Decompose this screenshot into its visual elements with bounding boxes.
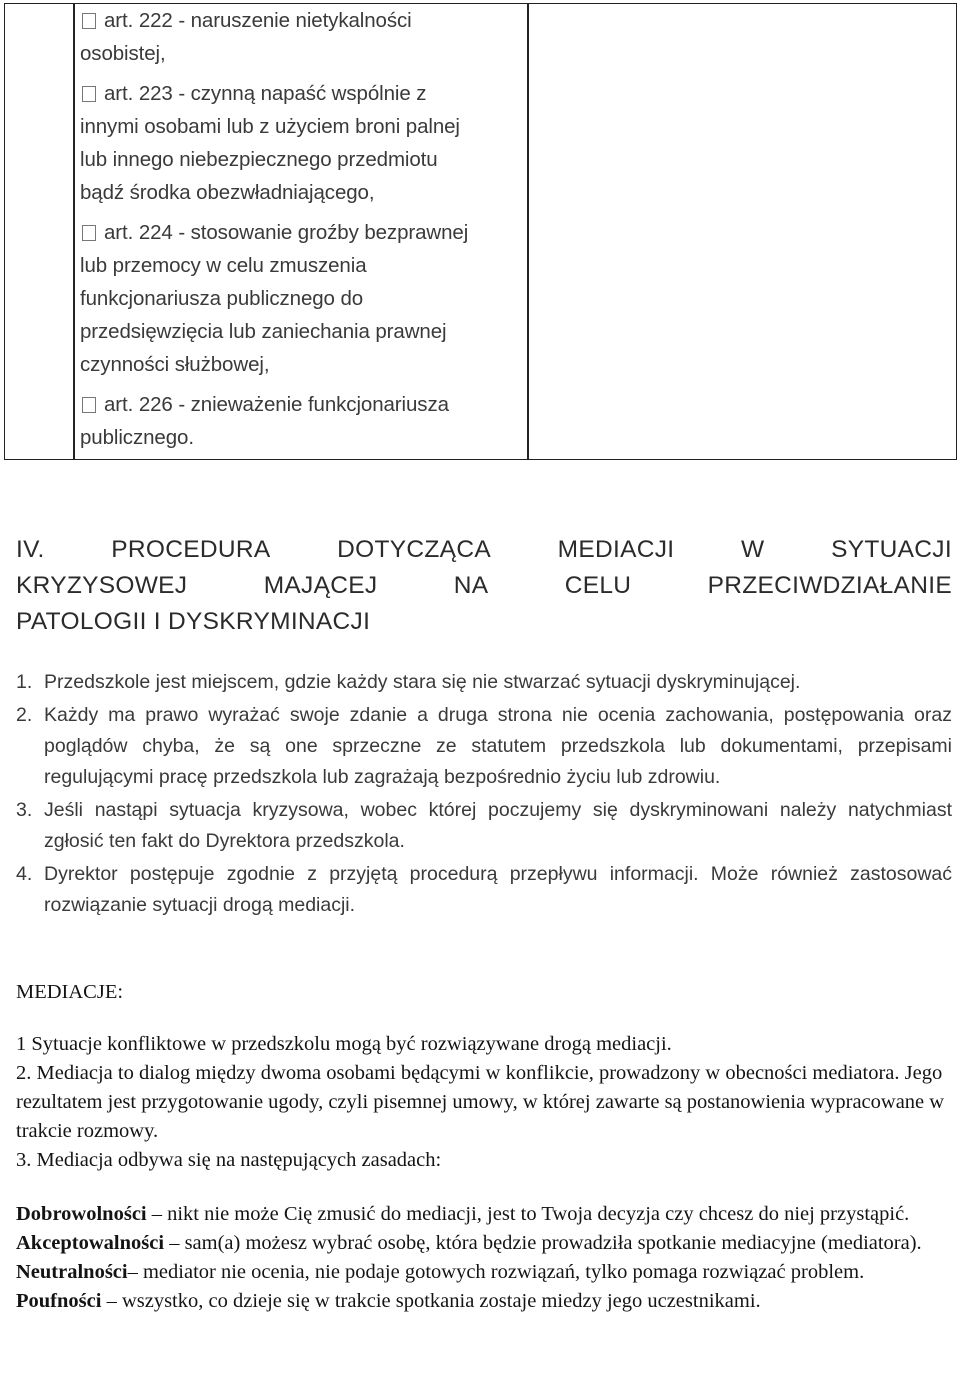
principle-desc: – sam(a) możesz wybrać osobę, która będzie prowadziła spotkanie mediacyjne (mediatora). [164,1232,922,1254]
heading-word: W [741,536,765,563]
bullet-continuation: publicznego. [80,426,194,449]
list-item [80,216,520,381]
item-number: 4. [16,863,33,885]
item-number: 1. [16,671,33,693]
bullet-first-line: art. 224 - stosowanie groźby bezprawnej [104,221,469,244]
list-item [16,859,952,921]
list-item [16,667,952,698]
item-text: Dyrektor postępuje zgodnie z przyjętą procedurą przepływu informacji. Może również zastosować rozwiązanie sytuacji drogą mediacji. [44,863,952,916]
principle-item [16,1287,946,1316]
article-list [80,4,520,454]
heading-word: PRZECIWDZIAŁANIE [707,572,952,599]
principle-term: Dobrowolności [16,1203,147,1225]
heading-word: NA [453,572,489,599]
bullet-first-line: art. 222 - naruszenie nietykalności [104,9,412,32]
list-item [16,795,952,857]
item-number: 2. [16,704,33,726]
numbered-list [16,667,952,921]
principles-list [16,1200,946,1316]
bullet-first-line: art. 223 - czynną napaść wspólnie z [104,82,427,105]
bullet-continuation: lub przemocy w celu zmuszenia funkcjonariusza publicznego do przedsięwzięcia lub zaniechania prawnej czynności służbowej, [80,254,447,376]
heading-word: MAJĄCEJ [263,572,378,599]
heading-word: CELU [564,572,632,599]
table-cell-right [527,3,957,460]
principle-term: Neutralności [16,1261,128,1283]
heading-word: PROCEDURA [111,536,271,563]
paragraph: 1 Sytuacje konfliktowe w przedszkolu mogą być rozwiązywane drogą mediacji. [16,1033,672,1055]
bullet-continuation: osobistej, [80,42,166,65]
principle-item [16,1200,946,1229]
bullet-continuation: innymi osobami lub z użyciem broni palnej lub innego niebezpiecznego przedmiotu bądź środka obezwładniającego, [80,115,460,204]
list-item [80,388,520,454]
principle-desc: – nikt nie może Cię zmusić do mediacji, jest to Twoja decyzja czy chcesz do niej przystąpić. [146,1203,910,1225]
bullet-icon [82,397,96,413]
bullet-icon [82,225,96,241]
bullet-icon [82,86,96,102]
heading-word: SYTUACJI [831,536,952,563]
principle-term: Akceptowalności [16,1232,165,1254]
paragraph: 3. Mediacja odbywa się na następujących zasadach: [16,1149,442,1171]
heading-line: PATOLOGII I DYSKRYMINACJI [16,608,371,635]
list-item [16,700,952,793]
principle-desc: – mediator nie ocenia, nie podaje gotowych rozwiązań, tylko pomaga rozwiązać problem. [127,1261,865,1283]
principle-term: Poufności [16,1290,102,1312]
heading-word: IV. [16,536,45,563]
item-text: Przedszkole jest miejscem, gdzie każdy stara się nie stwarzać sytuacji dyskryminującej. [44,671,801,693]
table-cell-left [4,3,75,460]
bullet-icon [82,13,96,29]
principle-item [16,1229,946,1258]
paragraph: 2. Mediacja to dialog między dwoma osobami będącymi w konflikcie, prowadzony w obecności mediatora. Jego rezultatem jest przygotowanie ugody, czyli pisemnej umowy, w której zawarte są postanowienia wypracowane w trakcie rozmowy. [16,1062,945,1142]
mediation-paragraphs [16,1030,946,1175]
heading-word: MEDIACJI [557,536,675,563]
mediation-label: MEDIACJE: [16,981,124,1003]
heading-word: KRYZYSOWEJ [16,572,188,599]
heading-word: DOTYCZĄCA [337,536,491,563]
item-number: 3. [16,799,33,821]
section-heading [16,532,952,640]
principle-desc: – wszystko, co dzieje się w trakcie spotkania zostaje miedzy jego uczestnikami. [101,1290,761,1312]
list-item [80,4,520,70]
principle-item [16,1258,946,1287]
list-item [80,77,520,209]
bullet-first-line: art. 226 - znieważenie funkcjonariusza [104,393,449,416]
item-text: Każdy ma prawo wyrażać swoje zdanie a druga strona nie ocenia zachowania, postępowania oraz poglądów chyba, że są one sprzeczne ze statutem przedszkola lub dokumentami, przepisami regulującymi pracę przedszkola lub zagrażają bezpośrednio życiu lub zdrowiu. [44,704,952,788]
item-text: Jeśli nastąpi sytuacja kryzysowa, wobec której poczujemy się dyskryminowani należy natychmiast zgłosić ten fakt do Dyrektora przedszkola. [44,799,952,852]
